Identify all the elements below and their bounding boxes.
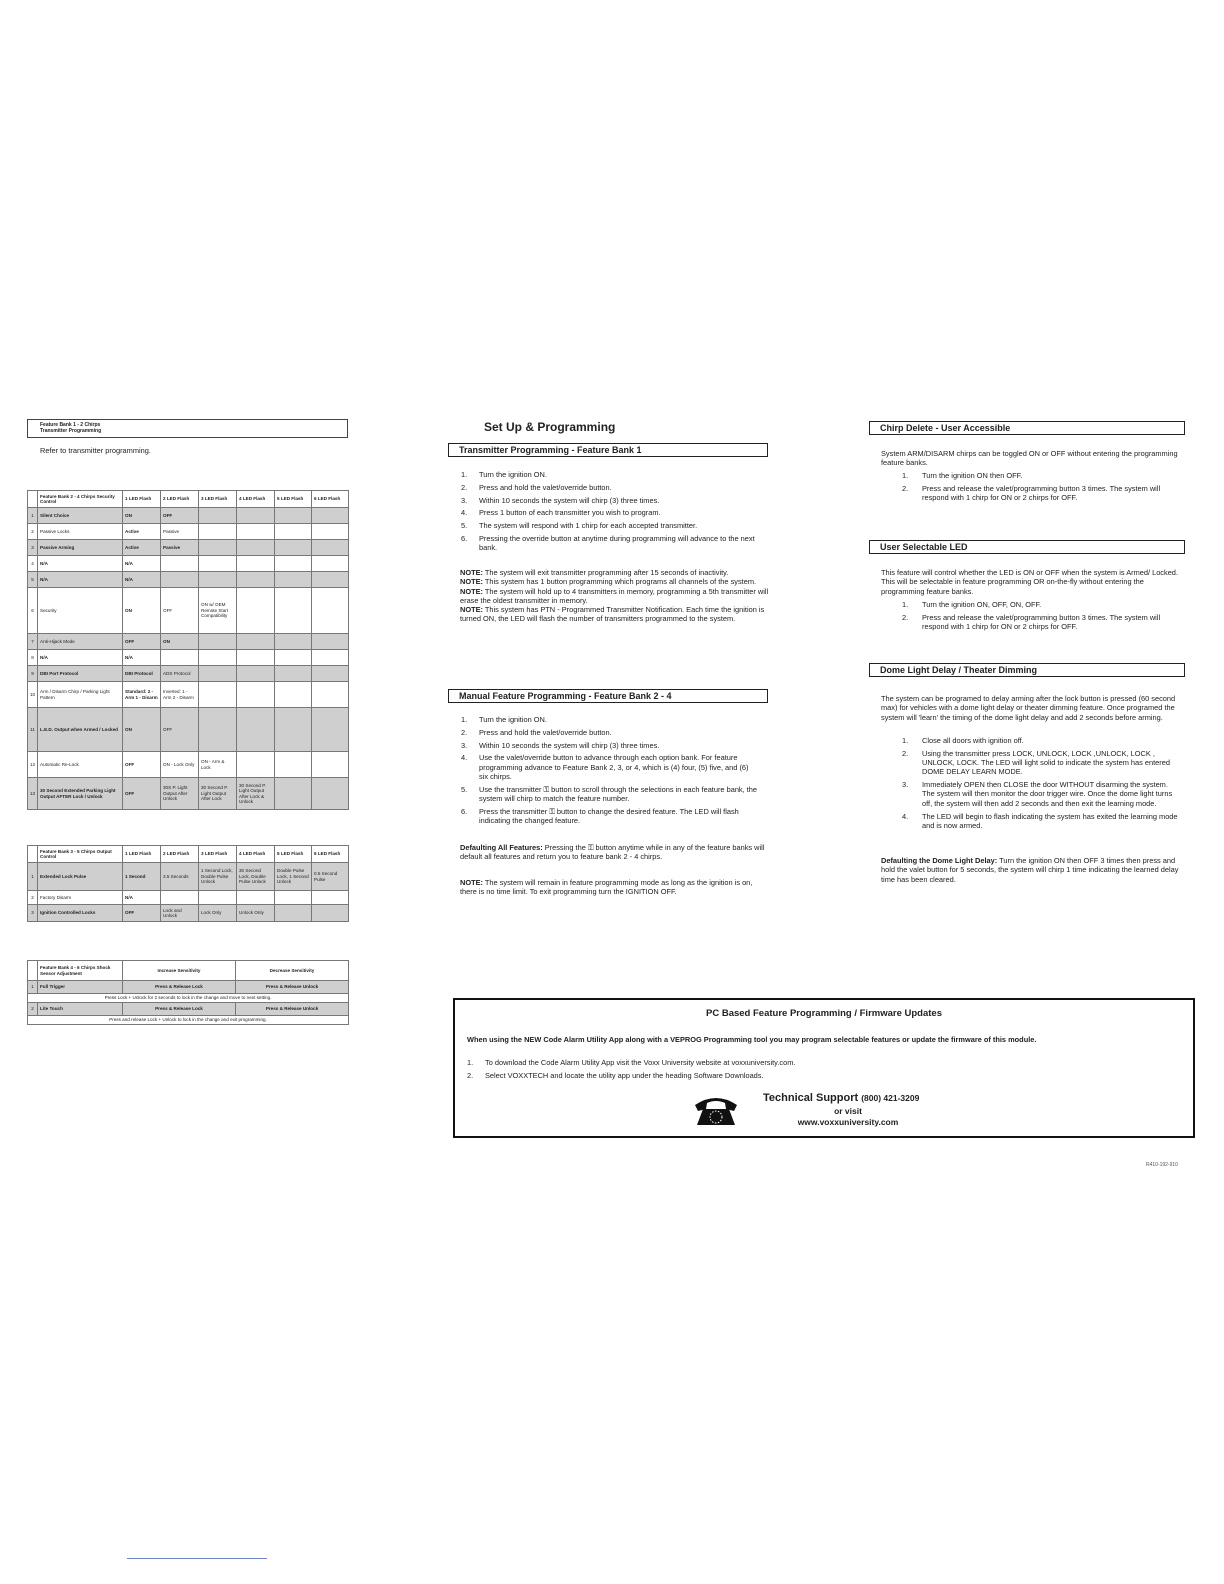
chirp-delete-steps xyxy=(880,471,1180,506)
note-4: NOTE: This system has PTN - Programmed Transmitter Notification. Each time the ignition is turned ON, the LED will flash the number of transmitters programmed to the system. xyxy=(460,605,765,624)
list-item: 1. Close all doors with ignition off. xyxy=(902,736,1024,745)
feature-bank-2-table xyxy=(27,490,349,810)
pc-programming-box xyxy=(453,998,1195,1138)
list-item: 4. The LED will begin to flash indicating the system has exited the learning mode and is now armed. xyxy=(902,811,1178,830)
list-item: 5. The system will respond with 1 chirp for each accepted transmitter. xyxy=(461,521,698,531)
table-row: 2 Passive Locks Active Passive xyxy=(28,524,349,540)
pc-programming-intro: When using the NEW Code Alarm Utility App along with a VEPROG Programming tool you may program selectable features or update the firmware of this module. xyxy=(467,1035,1037,1044)
pc-programming-title: PC Based Feature Programming / Firmware Updates xyxy=(706,1008,942,1019)
list-item: 2. Using the transmitter press LOCK, UNLOCK, LOCK ,UNLOCK, LOCK , UNLOCK, LOCK. The LED will light solid to indicate the system has entered DOME DELAY LEARN MODE. xyxy=(902,748,1170,777)
feature-bank-4-table xyxy=(27,960,349,1025)
dome-light-heading: Dome Light Delay / Theater Dimming xyxy=(869,663,1185,677)
dome-light-steps xyxy=(880,736,1180,834)
feature-bank-1-subtitle: Transmitter Programming xyxy=(40,428,102,434)
bank4-header-row: Feature Bank 4 - 6 Chirps Shock Sensor Adjustment Increase Sensitivity Decrease Sensitivity xyxy=(28,961,349,981)
defaulting-dome-light: Defaulting the Dome Light Delay: Turn the ignition ON then OFF 3 times then press and hold the valet button for 5 seconds, the system will chirp 1 time indicating the learned delay time has been cleared. xyxy=(881,856,1179,884)
list-item: 4. Use the valet/override button to advance through each option bank. For feature programming advance to Feature Bank 2, 3, or 4, which is (4) four, (5) five, and (6) six chirps. xyxy=(461,753,749,781)
list-item: 1. Turn the ignition ON. xyxy=(461,470,547,479)
bank2-header-col5: 5 LED Flash xyxy=(275,491,312,508)
user-selectable-led-intro: This feature will control whether the LED is ON or OFF when the system is Armed/ Locked. This will be selectable in feature programming OR on-the-fly without entering the programming feature banks. xyxy=(881,568,1178,596)
technical-support-phone: (800) 421-3209 xyxy=(861,1093,920,1103)
table-row: 2 Factory Disarm N/A xyxy=(28,891,349,905)
list-item: 2. Press and hold the valet/override button. xyxy=(461,727,612,737)
feature-bank-3-table xyxy=(27,845,349,922)
list-item: 3. Within 10 seconds the system will chirp (3) three times. xyxy=(461,740,660,750)
list-item: 2. Press and hold the valet/override button. xyxy=(461,482,612,492)
defaulting-all-features: Defaulting All Features: Pressing the ⚿ button anytime while in any of the feature banks will default all features and return you to feature bank 2 - 4 chirps. xyxy=(460,843,765,862)
table-row: 4 N/A N/A xyxy=(28,556,349,572)
document-code: R410-192-910 xyxy=(1146,1162,1178,1168)
table-row: 1 Silent Choice ON OFF xyxy=(28,508,349,524)
table-row: Press Lock + Unlock for 2 seconds to lock in the change and move to next setting. xyxy=(28,994,349,1003)
table-row: 3 Passive Arming Active Passive xyxy=(28,540,349,556)
list-item: 4. Press 1 button of each transmitter you wish to program. xyxy=(461,508,661,518)
dome-light-intro: The system can be programed to delay arming after the lock button is pressed (60 second max) for vehicles with a dome light delay or theater dimming feature. Once programed the system will 'learn' the timing of the dome light delay and add 2 seconds before arming. xyxy=(881,694,1176,722)
list-item: 5. Use the transmitter ⚿ button to scroll through the selections in each feature bank, the system will chirp to match the feature number. xyxy=(461,784,757,804)
table-row: 9 DBI Port Protocol DBI Protocol ADS Protocol xyxy=(28,666,349,682)
list-item: 6. Pressing the override button at anytime during programming will advance to the next bank. xyxy=(461,533,755,553)
technical-support xyxy=(763,1092,919,1104)
bank4-header-title: Feature Bank 4 - 6 Chirps Shock Sensor Adjustment xyxy=(38,961,123,981)
manual-steps xyxy=(457,715,757,829)
list-item: 1. Turn the ignition ON. xyxy=(461,715,547,724)
table-row: 2 Lite Touch Press & Release Lock Press & Release Unlock xyxy=(28,1003,349,1016)
table-row: 10 Arm / Disarm Chirp / Parking Light Pattern Standard: 2 - Arm 1 - Disarm Inverted: 1 - Arm 2 - Disarm xyxy=(28,682,349,708)
list-item: 3. Within 10 seconds the system will chirp (3) three times. xyxy=(461,495,660,505)
telephone-icon xyxy=(692,1093,740,1127)
transmitter-notes xyxy=(460,568,770,624)
bank2-header-col1: 1 LED Flash xyxy=(123,491,161,508)
table-row: 7 Anti-Hijack Mode OFF ON xyxy=(28,634,349,650)
chirp-delete-intro: System ARM/DISARM chirps can be toggled ON or OFF without entering the programming feature banks. xyxy=(881,449,1178,468)
note-2: NOTE: This system has 1 button programming which programs all channels of the system. xyxy=(460,577,757,587)
bank3-header-title: Feature Bank 3 - 5 Chirps Output Control xyxy=(38,846,123,863)
bank2-header-row xyxy=(28,491,349,508)
table-row: 11 L.E.D. Output when Armed / Locked ON OFF xyxy=(28,708,349,752)
page-title: Set Up & Programming xyxy=(484,420,616,434)
transmitter-steps xyxy=(457,470,757,556)
feature-bank-1-box xyxy=(27,419,348,438)
pc-programming-steps xyxy=(463,1058,1063,1084)
bank2-header-col2: 2 LED Flash xyxy=(161,491,199,508)
table-row: 5 N/A N/A xyxy=(28,572,349,588)
table-row: 1 Extended Lock Pulse 1 Second 3.5 Seconds 1 Second Lock, Double Pulse Unlock 30 Second Lock, Double Pulse Unlock Double Pulse Lock, 1 Second Unlock 0.5 Second Pulse xyxy=(28,863,349,891)
list-item: 2. Press and release the valet/programming button 3 times. The system will respond with 1 chirp for ON or 2 chirps for OFF. xyxy=(902,483,1161,503)
table-row: 1 Full Trigger Press & Release Lock Press & Release Unlock xyxy=(28,981,349,994)
bank2-header-col6: 6 LED Flash xyxy=(312,491,349,508)
feature-bank-1-note: Refer to transmitter programming. xyxy=(40,446,151,455)
list-item: 2. Press and release the valet/programming button 3 times. The system will respond with 1 chirp for ON or 2 chirps for OFF. xyxy=(902,612,1161,632)
table-row: 13 30 Second Extended Parking Light Output AFTER Lock / Unlock OFF 30S P. Light Output After Unlock 30 Second P. Light Output After Lock 30 Second P. Light Output After Lock & Unlock xyxy=(28,778,349,810)
user-selectable-led-heading: User Selectable LED xyxy=(869,540,1185,554)
table-row: 8 N/A N/A xyxy=(28,650,349,666)
list-item: 6. Press the transmitter ⚿ button to change the desired feature. The LED will flash indicating the changed feature. xyxy=(461,806,739,826)
bank2-header-col3: 3 LED Flash xyxy=(199,491,237,508)
bank2-header-col4: 4 LED Flash xyxy=(237,491,275,508)
feature-bank-1-title: Feature Bank 1 - 2 Chirps xyxy=(40,422,101,428)
note-1: NOTE: The system will exit transmitter programming after 15 seconds of inactivity. xyxy=(460,568,729,577)
list-item: 2. Select VOXXTECH and locate the utility app under the heading Software Downloads. xyxy=(467,1070,764,1080)
or-visit-label: or visit xyxy=(834,1106,862,1116)
bank2-header-title: Feature Bank 2 - 4 Chirps Security Control xyxy=(38,491,123,508)
table-row: 6 Security ON OFF ON w/ OEM Remote Start Compatibility xyxy=(28,588,349,634)
website-link[interactable]: www.voxxuniversity.com xyxy=(797,1117,899,1127)
bank3-header-row: Feature Bank 3 - 5 Chirps Output Control 1 LED Flash 2 LED Flash 3 LED Flash 4 LED Flash 5 LED Flash 6 LED Flash xyxy=(28,846,349,863)
transmitter-programming-heading: Transmitter Programming - Feature Bank 1 xyxy=(448,443,768,457)
list-item: 1. To download the Code Alarm Utility App visit the Voxx University website at voxxuniversity.com. xyxy=(467,1058,796,1067)
manual-programming-heading: Manual Feature Programming - Feature Bank 2 - 4 xyxy=(448,689,768,703)
list-item: 3. Immediately OPEN then CLOSE the door WITHOUT disarming the system. The system will then monitor the door trigger wire. Once the dome light turns off, the system will then add 2 seconds and then exit the learning mode. xyxy=(902,780,1173,808)
user-selectable-led-steps xyxy=(880,600,1180,635)
table-row: 3 Ignition Controlled Locks OFF Lock and Unlock Lock Only Unlock Only xyxy=(28,905,349,922)
table-row: Press and release Lock + Unlock to lock in the change and exit programming. xyxy=(28,1016,349,1025)
manual-note: NOTE: The system will remain in feature programming mode as long as the ignition is on, there is no time limit. To exit programming turn the IGNITION OFF. xyxy=(460,878,753,897)
table-row: 12 Automatic Re-Lock OFF ON - Lock Only ON - Arm & Lock xyxy=(28,752,349,778)
list-item: 1. Turn the ignition ON then OFF. xyxy=(902,471,1023,480)
bottom-divider xyxy=(127,1558,267,1559)
list-item: 1. Turn the ignition ON, OFF, ON, OFF. xyxy=(902,600,1042,609)
chirp-delete-heading: Chirp Delete - User Accessible xyxy=(869,421,1185,435)
technical-support-label: Technical Support xyxy=(763,1092,859,1104)
note-3: NOTE: The system will hold up to 4 transmitters in memory, programming a 5th transmitter will erase the oldest transmitter in memory. xyxy=(460,586,769,605)
